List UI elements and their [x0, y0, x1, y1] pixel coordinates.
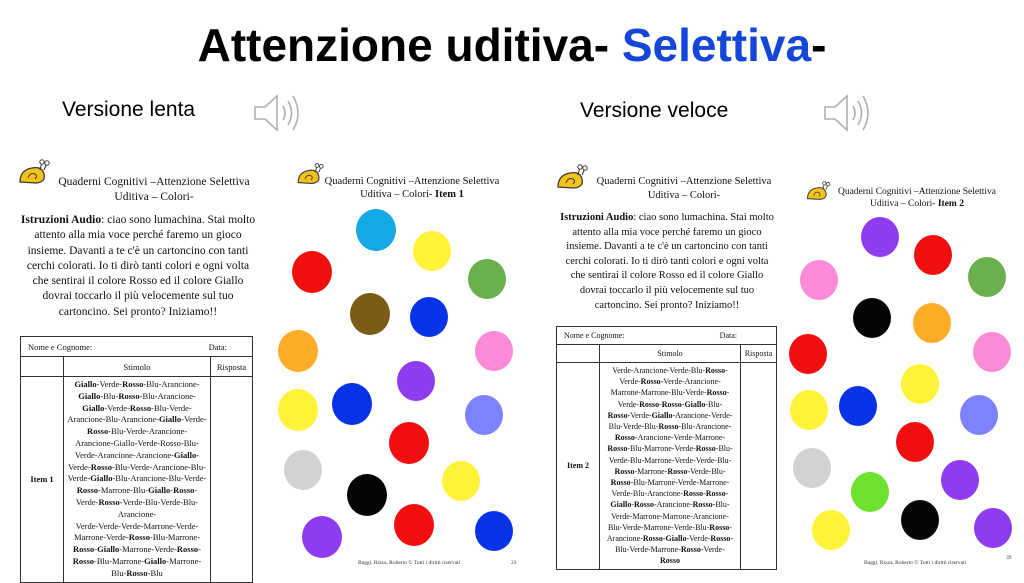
sequence-line: Rosso-Blu-Marrone-Giallo-Marrone-: [72, 555, 202, 566]
instructions-right: [554, 211, 780, 313]
card2-dot-nero[interactable]: [853, 298, 891, 338]
instructions-label: Istruzioni Audio: [560, 212, 634, 223]
sequence-line: Verde-Blu-Arancione-Rosso-Rosso-: [611, 489, 729, 499]
instructions-left: [18, 213, 258, 320]
card2-dot-grigio[interactable]: [793, 448, 831, 488]
card2-dot-arancione[interactable]: [913, 303, 951, 343]
sequence-line: Marrone-Verde-Rosso-Blu-Marrone-: [73, 532, 201, 543]
sequence-line: Arancione-Blu-Arancione-Giallo-Verde-: [67, 414, 207, 425]
sequence-line: Blu-Verde-Marrone-Rosso-Verde-: [615, 545, 725, 555]
card1-dot-giallo[interactable]: [413, 231, 451, 271]
doc-header-line1: Quaderni Cognitivi –Attenzione Selettiva: [596, 176, 772, 187]
sequence-line: Rosso-Marrone-Blu-Giallo-Rosso-: [76, 485, 198, 496]
page-title: [0, 18, 1024, 72]
title-trail: -: [811, 19, 827, 71]
sequence-line: Arancione-Rosso-Giallo-Verde-Rosso-: [606, 534, 734, 544]
doc-header-line2: Uditiva – Colori-: [647, 189, 721, 201]
card1-dot-celeste[interactable]: [356, 209, 396, 251]
card-item-label: Item 2: [937, 199, 964, 209]
page-number: 39: [1006, 555, 1012, 561]
page-number: 23: [511, 560, 517, 566]
color-card-item2: [780, 210, 1024, 570]
sequence-line: Blu-Rosso-Blu: [111, 567, 163, 578]
sequence-line: Giallo-Rosso-Arancione-Rosso-Blu-: [610, 500, 730, 510]
response-header: Risposta: [741, 345, 777, 363]
card1-dot-verde[interactable]: [468, 259, 506, 299]
name-label: Nome e Cognome:: [564, 331, 625, 340]
item-label: Item 2: [557, 363, 600, 570]
instructions-line: attento alla mia voce perché faremo un gioco: [572, 226, 762, 238]
sequence-line: Rosso-Giallo-Marrone-Verde-Rosso-: [72, 544, 201, 555]
sequence-line: Blu-Verde-Marrone-Verde-Blu-Rosso-: [608, 522, 732, 532]
instructions-line: cartoncino. Sei pronto? Iniziamo!!: [58, 305, 218, 318]
card2-dot-rosa[interactable]: [973, 332, 1011, 372]
sequence-line: Rosso-Blu-Verde-Arancione-: [86, 426, 188, 437]
instructions-line: cerchi colorati. Io ti dirò tanti colori e ogni volta: [26, 259, 250, 272]
slow-version-label: Versione lenta: [62, 98, 196, 121]
card1-dot-grigio[interactable]: [284, 450, 322, 490]
doc-header-right: [592, 175, 776, 202]
sequence-line: Rosso: [659, 556, 680, 566]
card-header-line1: Quaderni Cognitivi –Attenzione Selettiva: [324, 176, 500, 187]
sequence-line: Marrone-Marrone-Blu-Verde-Rosso-: [610, 388, 730, 398]
instructions-line: : ciao sono lumachina. Stai molto: [101, 214, 256, 226]
card1-dot-rosso[interactable]: [389, 422, 429, 464]
card1-dot-giallo[interactable]: [278, 389, 318, 431]
instructions-line: dovrai toccarlo il più velocemente sul tuo: [42, 290, 234, 303]
snail-logo-icon: [556, 163, 590, 196]
response-cell[interactable]: [211, 377, 253, 583]
name-label: Nome e Cognome:: [28, 341, 93, 352]
card1-dot-nero[interactable]: [347, 474, 387, 516]
card1-dot-blu[interactable]: [475, 511, 513, 551]
sequence-line: Rosso-Blu-Marrone-Verde-Rosso-Blu-: [607, 444, 733, 454]
card1-dot-viola[interactable]: [397, 361, 435, 401]
sequence-line: Verde-Arancione-Verde-Blu-Rosso-: [612, 366, 728, 375]
sequence-line: Rosso-Verde-Giallo-Arancione-Verde-: [607, 410, 733, 420]
footer-credit: Baggi, Rizza, Roberto © Tutti i diritti riservati: [864, 560, 967, 566]
card1-dot-rosso[interactable]: [292, 251, 332, 293]
response-cell[interactable]: [741, 363, 777, 570]
card-header-line2: Uditiva – Colori-: [360, 189, 436, 200]
doc-header-left: [54, 175, 254, 205]
card-header-line2: Uditiva – Colori-: [870, 199, 938, 209]
card2-dot-nero[interactable]: [901, 500, 939, 540]
item-label: Item 1: [21, 377, 64, 583]
sequence-line: Verde-Rosso-Rosso-Giallo-Blu-: [617, 399, 723, 409]
sequence-line: Rosso-Marrone-Rosso-Verde-Blu-: [614, 466, 726, 476]
card2-dot-giallo[interactable]: [901, 364, 939, 404]
instructions-line: attento alla mia voce perché faremo un gioco: [34, 229, 242, 242]
instructions-line: cerchi colorati. Io ti dirò tanti colori e ogni volta: [565, 255, 769, 267]
card2-dot-giallo[interactable]: [790, 390, 828, 430]
sequence-line: Rosso-Blu-Marrone-Verde-Marrone-: [610, 478, 730, 488]
title-main: Attenzione uditiva-: [197, 19, 622, 71]
card2-dot-rosa[interactable]: [800, 260, 838, 300]
card2-dot-giallo[interactable]: [812, 510, 850, 550]
footer-credit: Baggi, Rizza, Roberto © Tutti i diritti riservati: [358, 560, 461, 566]
card2-header: [828, 186, 1006, 210]
sequence-line: Giallo-Verde-Rosso-Blu-Verde-: [82, 402, 192, 413]
card2-dot-rosso[interactable]: [896, 422, 934, 462]
stimulus-header: Stimolo: [600, 345, 741, 363]
instructions-line: : ciao sono lumachina. Stai molto: [633, 212, 774, 223]
sequence-line: Verde-Giallo-Blu-Arancione-Blu-Verde-: [67, 473, 207, 484]
card2-dot-blu[interactable]: [839, 386, 877, 426]
sequence-line: Verde-Marrone-Marrone-Arancione-: [611, 511, 729, 521]
card1-dot-giallo[interactable]: [442, 461, 480, 501]
stimulus-sequence: [64, 377, 211, 583]
sequence-line: Verde-Rosso-Verde-Blu-Verde-Blu-Arancione-: [75, 496, 199, 519]
card1-header: [322, 175, 502, 201]
instructions-line: che sentirai il colore Rosso ed il colore Giallo: [32, 275, 244, 288]
sequence-line: Verde-Arancione-Arancione-Giallo-: [74, 449, 200, 460]
card2-dot-verde[interactable]: [968, 257, 1006, 297]
card1-dot-blu[interactable]: [410, 297, 448, 337]
fast-version-label: Versione veloce: [580, 99, 729, 122]
card1-dot-blu[interactable]: [332, 383, 372, 425]
stimulus-header: Stimolo: [64, 357, 211, 377]
stimulus-sequence: [600, 363, 741, 570]
card2-dot-viola[interactable]: [861, 217, 899, 257]
instructions-line: insieme. Davanti a te c'è un cartoncino con tanti: [27, 244, 249, 257]
card1-dot-lilla[interactable]: [465, 395, 503, 435]
card2-dot-lilla[interactable]: [960, 395, 998, 435]
card1-dot-marrone[interactable]: [350, 293, 390, 335]
title-accent: Selettiva: [621, 19, 812, 71]
color-card-item1: [270, 200, 526, 570]
doc-header-line2: Uditiva – Colori-: [114, 191, 194, 203]
sequence-line: Giallo-Verde-Rosso-Blu-Arancione-: [74, 379, 200, 389]
sequence-line: Verde-Blu-Marrone-Verde-Verde-Blu-: [608, 455, 732, 465]
card-header-line1: Quaderni Cognitivi –Attenzione Selettiva: [837, 187, 997, 197]
response-header: Risposta: [211, 357, 253, 377]
card1-dot-arancione[interactable]: [278, 330, 318, 372]
sequence-line: Verde-Rosso-Verde-Arancione-: [619, 377, 721, 387]
sequence-line: Rosso-Arancione-Verde-Marrone-: [614, 433, 726, 443]
card2-dot-rosso[interactable]: [789, 334, 827, 374]
date-label: Data:: [208, 341, 227, 352]
card1-dot-rosso[interactable]: [394, 504, 434, 546]
instructions-line: che sentirai il colore Rosso ed il colore Giallo: [570, 270, 764, 282]
sequence-line: Verde-Rosso-Blu-Verde-Arancione-Blu-: [68, 461, 206, 472]
speaker-icon-fast[interactable]: [822, 92, 874, 134]
card2-dot-rosso[interactable]: [914, 235, 952, 275]
instructions-label: Istruzioni Audio: [20, 214, 102, 226]
sequence-line: Arancione-Giallo-Verde-Rosso-Blu-: [75, 437, 199, 448]
instructions-line: cartoncino. Sei pronto? Iniziamo!!: [594, 299, 740, 311]
speaker-icon-slow[interactable]: [252, 92, 304, 134]
response-form-left: [20, 336, 253, 583]
instructions-line: dovrai toccarlo il più velocemente sul tuo: [579, 284, 755, 296]
sequence-line: Blu-Verde-Blu-Rosso-Blu-Arancione-: [608, 422, 732, 432]
date-label: Data:: [719, 331, 737, 340]
instructions-line: insieme. Davanti a te c'è un cartoncino con tanti: [566, 241, 768, 253]
sequence-line: Giallo-Blu-Rosso-Blu-Arancione-: [78, 390, 196, 401]
card2-dot-viola[interactable]: [941, 460, 979, 500]
card-item-label: Item 1: [435, 189, 464, 200]
card1-dot-rosa[interactable]: [475, 331, 513, 371]
doc-header-line1: Quaderni Cognitivi –Attenzione Selettiva: [58, 176, 250, 188]
card1-dot-viola[interactable]: [302, 516, 342, 558]
sequence-line: Verde-Verde-Verde-Marrone-Verde-: [75, 520, 199, 531]
card2-dot-viola[interactable]: [974, 508, 1012, 548]
response-form-right: [556, 326, 777, 570]
snail-logo-icon: [18, 158, 52, 191]
card2-dot-verde-chiaro[interactable]: [851, 472, 889, 512]
